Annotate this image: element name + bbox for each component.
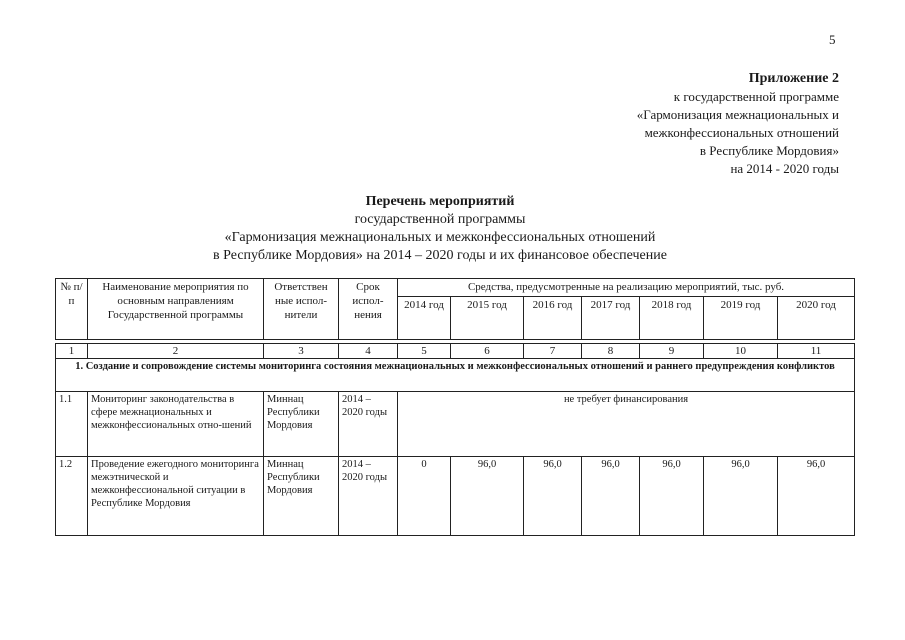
header-year: 2014 год (398, 297, 451, 340)
header-num: № п/п (56, 279, 88, 340)
header-name: Наименование мероприятия по основным направлениям Государственной программы (88, 279, 264, 340)
row-num: 1.2 (56, 457, 88, 536)
header-year: 2015 год (451, 297, 524, 340)
column-number: 9 (640, 344, 704, 359)
column-number: 8 (582, 344, 640, 359)
row-value: 96,0 (704, 457, 778, 536)
row-responsible: Миннац Республики Мордовия (264, 392, 339, 457)
header-term: Срок испол-нения (339, 279, 398, 340)
appendix-block (479, 70, 839, 178)
column-number: 10 (704, 344, 778, 359)
row-term: 2014 – 2020 годы (339, 457, 398, 536)
header-year: 2018 год (640, 297, 704, 340)
row-value: 0 (398, 457, 451, 536)
heading-title: Перечень мероприятий (365, 194, 515, 209)
header-year: 2016 год (524, 297, 582, 340)
appendix-line: на 2014 - 2020 годы (730, 161, 839, 176)
column-number: 3 (264, 344, 339, 359)
row-responsible: Миннац Республики Мордовия (264, 457, 339, 536)
document-heading (180, 193, 700, 265)
page-number: 5 (829, 32, 836, 47)
header-funds: Средства, предусмотренные на реализацию мероприятий, тыс. руб. (398, 279, 855, 297)
appendix-line: в Республике Мордовия» (699, 143, 839, 158)
row-value: 96,0 (451, 457, 524, 536)
column-number: 7 (524, 344, 582, 359)
row-name: Мониторинг законодательства в сфере межнациональных и межконфессиональных отно-шений (88, 392, 264, 457)
row-name: Проведение ежегодного мониторинга межэтнической и межконфессиональной ситуации в Республике Мордовия (88, 457, 264, 536)
row-value: 96,0 (524, 457, 582, 536)
column-number: 11 (778, 344, 855, 359)
section-title: 1. Создание и сопровождение системы мониторинга состояния межнациональных и межконфессиональных отношений и раннего предупреждения конфликтов (56, 359, 855, 392)
column-number: 1 (56, 344, 88, 359)
table-row (56, 392, 855, 457)
heading-line: государственной программы (354, 212, 526, 227)
heading-line: «Гармонизация межнациональных и межконфессиональных отношений (224, 230, 656, 245)
column-number: 6 (451, 344, 524, 359)
row-num: 1.1 (56, 392, 88, 457)
header-year: 2017 год (582, 297, 640, 340)
header-responsible: Ответствен ные испол-нители (264, 279, 339, 340)
heading-line: в Республике Мордовия» на 2014 – 2020 годы и их финансовое обеспечение (213, 248, 667, 263)
appendix-title: Приложение 2 (748, 71, 839, 86)
column-number: 4 (339, 344, 398, 359)
column-number: 5 (398, 344, 451, 359)
row-term: 2014 – 2020 годы (339, 392, 398, 457)
activities-table (55, 278, 855, 536)
column-number: 2 (88, 344, 264, 359)
table-row (56, 457, 855, 536)
appendix-line: «Гармонизация межнациональных и (636, 107, 839, 122)
header-row (56, 279, 855, 297)
row-funding-note: не требует финансирования (398, 392, 855, 457)
appendix-line: к государственной программе (673, 89, 839, 104)
header-year: 2019 год (704, 297, 778, 340)
row-value: 96,0 (778, 457, 855, 536)
header-year: 2020 год (778, 297, 855, 340)
section-row (56, 359, 855, 392)
column-numbers-row (56, 344, 855, 359)
row-value: 96,0 (640, 457, 704, 536)
appendix-line: межконфессиональных отношений (644, 125, 839, 140)
row-value: 96,0 (582, 457, 640, 536)
